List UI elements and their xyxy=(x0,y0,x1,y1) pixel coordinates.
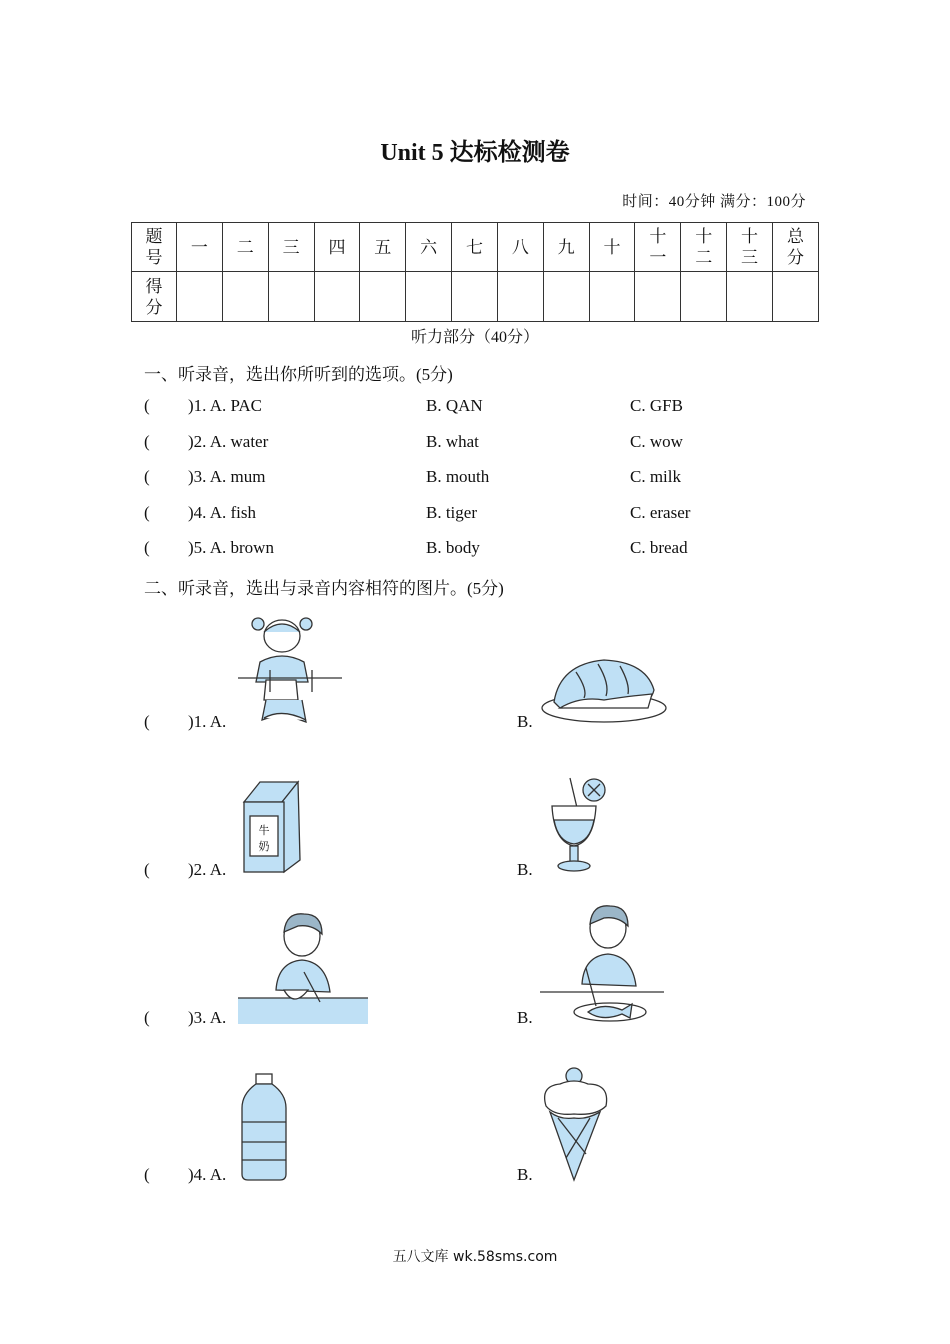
option-a: )1. A. PAC xyxy=(188,396,263,415)
score-table xyxy=(131,222,819,322)
water-bottle-picture xyxy=(238,1072,290,1182)
answer-paren[interactable]: ( xyxy=(144,860,150,879)
option-b: B. what xyxy=(426,432,479,451)
answer-paren[interactable]: ( xyxy=(144,432,150,451)
column-cell: 二 xyxy=(222,223,268,272)
header-label-cell xyxy=(132,223,177,272)
column-cell: 五 xyxy=(360,223,406,272)
boy-fish-picture xyxy=(538,902,668,1026)
option-b-label: B. xyxy=(517,860,533,879)
option-a: )5. A. brown xyxy=(188,538,274,557)
column-cell xyxy=(681,223,727,272)
row-label-cell xyxy=(132,272,177,322)
column-label: 总分 xyxy=(786,227,804,267)
score-cell[interactable] xyxy=(452,272,498,322)
option-a: )3. A. mum xyxy=(188,467,266,486)
option-a-label: )3. A. xyxy=(188,1008,227,1027)
option-c: C. GFB xyxy=(630,396,683,415)
option-b: B. QAN xyxy=(426,396,483,415)
score-cell[interactable] xyxy=(177,272,223,322)
column-cell: 十 xyxy=(589,223,635,272)
milk-label: 牛 xyxy=(258,824,270,837)
column-cell: 四 xyxy=(314,223,360,272)
answer-paren[interactable]: ( xyxy=(144,538,150,557)
column-cell: 一 xyxy=(177,223,223,272)
option-b-label: B. xyxy=(517,1008,533,1027)
boy-bowl-picture xyxy=(238,910,368,1024)
ice-cream-picture xyxy=(540,1064,614,1182)
column-cell: 九 xyxy=(543,223,589,272)
option-a: )4. A. fish xyxy=(188,503,256,522)
option-b: B. body xyxy=(426,538,480,557)
score-table-score-row xyxy=(132,272,819,322)
listening-heading: 听力部分（40分） xyxy=(410,329,539,346)
answer-paren[interactable]: ( xyxy=(144,503,150,522)
column-cell: 三 xyxy=(268,223,314,272)
exam-meta: 时间：40分钟 满分：100分 xyxy=(622,194,806,210)
option-a-label: )2. A. xyxy=(188,860,227,879)
answer-paren[interactable]: ( xyxy=(144,1165,150,1184)
girl-birthday-cake-picture xyxy=(236,612,346,730)
section2-heading: 二、听录音，选出与录音内容相符的图片。(5分) xyxy=(144,579,504,598)
answer-paren[interactable]: ( xyxy=(144,1008,150,1027)
milk-carton-picture xyxy=(238,780,304,874)
option-a-label: )1. A. xyxy=(188,712,227,731)
option-a-label: )4. A. xyxy=(188,1165,227,1184)
footer-watermark: 五八文库 wk.58sms.com xyxy=(392,1249,558,1265)
score-cell[interactable] xyxy=(589,272,635,322)
option-b-label: B. xyxy=(517,1165,533,1184)
header-label: 题号 xyxy=(145,227,163,267)
option-b: B. tiger xyxy=(426,503,477,522)
page-title: Unit 5 达标检测卷 xyxy=(380,140,570,166)
section1-heading: 一、听录音，选出你所听到的选项。(5分) xyxy=(144,365,453,384)
row-label: 得分 xyxy=(145,276,163,317)
score-cell[interactable] xyxy=(727,272,773,322)
column-cell: 六 xyxy=(406,223,452,272)
column-cell: 八 xyxy=(497,223,543,272)
column-cell xyxy=(772,223,818,272)
score-cell[interactable] xyxy=(772,272,818,322)
milk-label: 奶 xyxy=(258,840,270,853)
score-table-header-row xyxy=(132,223,819,272)
option-b: B. mouth xyxy=(426,467,490,486)
option-a: )2. A. water xyxy=(188,432,269,451)
score-cell[interactable] xyxy=(497,272,543,322)
bread-plate-picture xyxy=(540,650,668,724)
column-label: 十一 xyxy=(649,227,667,267)
answer-paren[interactable]: ( xyxy=(144,712,150,731)
score-cell[interactable] xyxy=(314,272,360,322)
option-b-label: B. xyxy=(517,712,533,731)
option-c: C. eraser xyxy=(630,503,691,522)
column-cell xyxy=(635,223,681,272)
score-cell[interactable] xyxy=(543,272,589,322)
column-cell xyxy=(727,223,773,272)
juice-glass-picture xyxy=(548,776,612,874)
score-cell[interactable] xyxy=(360,272,406,322)
score-cell[interactable] xyxy=(681,272,727,322)
column-label: 十二 xyxy=(695,227,713,267)
column-cell: 七 xyxy=(452,223,498,272)
score-cell[interactable] xyxy=(635,272,681,322)
score-cell[interactable] xyxy=(268,272,314,322)
option-c: C. milk xyxy=(630,467,682,486)
answer-paren[interactable]: ( xyxy=(144,467,150,486)
option-c: C. bread xyxy=(630,538,688,557)
answer-paren[interactable]: ( xyxy=(144,396,150,415)
score-cell[interactable] xyxy=(406,272,452,322)
score-cell[interactable] xyxy=(222,272,268,322)
column-label: 十三 xyxy=(741,227,759,267)
option-c: C. wow xyxy=(630,432,683,451)
